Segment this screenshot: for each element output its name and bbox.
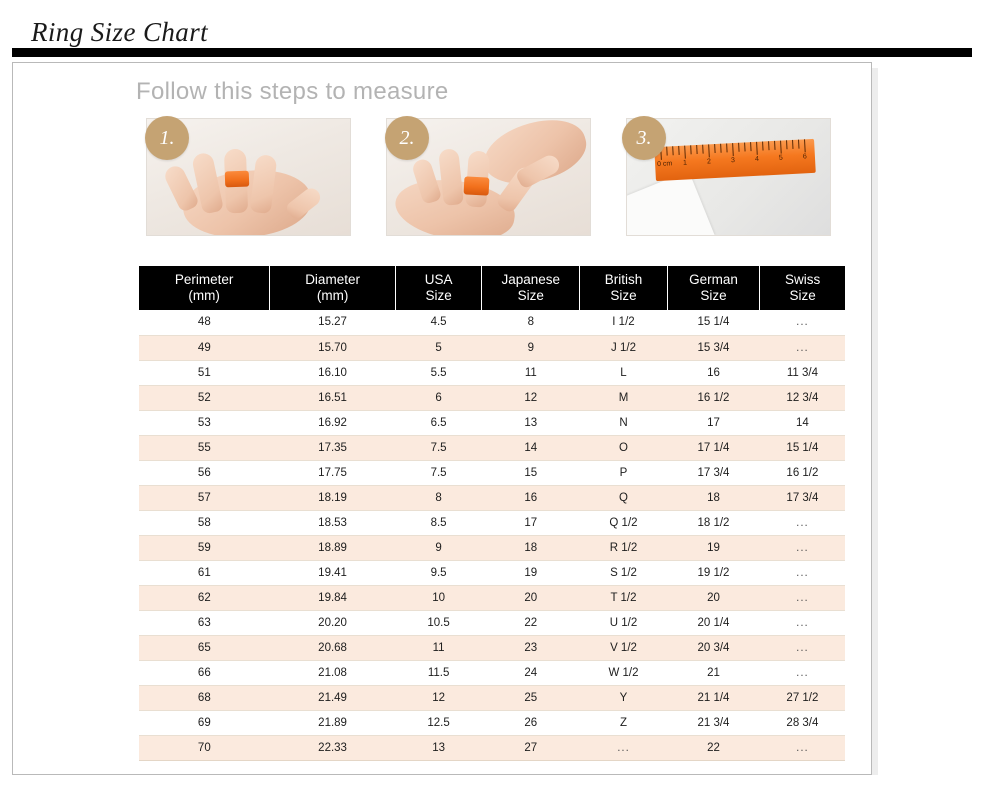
empty-value-ellipsis: ... xyxy=(796,541,809,554)
column-header-line-2: (mm) xyxy=(188,287,220,303)
table-cell: 57 xyxy=(139,485,270,510)
table-cell: 27 xyxy=(482,735,580,760)
table-cell: Q xyxy=(580,485,667,510)
table-cell: 22.33 xyxy=(270,735,396,760)
table-cell: 21.08 xyxy=(270,660,396,685)
table-cell: 9 xyxy=(395,535,481,560)
ruler-unit-label: 0 cm xyxy=(656,160,673,169)
table-cell: 12 3/4 xyxy=(760,385,845,410)
table-cell: 11.5 xyxy=(395,660,481,685)
table-cell xyxy=(760,735,845,760)
table-cell: 52 xyxy=(139,385,270,410)
table-row xyxy=(139,335,845,360)
table-cell xyxy=(760,335,845,360)
empty-value-ellipsis: ... xyxy=(796,516,809,529)
table-cell: 12.5 xyxy=(395,710,481,735)
column-header-line-1: Perimeter xyxy=(174,272,234,287)
table-cell: 20.20 xyxy=(270,610,396,635)
table-cell: 11 xyxy=(395,635,481,660)
table-cell: 15.70 xyxy=(270,335,396,360)
table-row xyxy=(139,435,845,460)
table-cell: 17 xyxy=(482,510,580,535)
table-cell: 70 xyxy=(139,735,270,760)
table-cell xyxy=(760,610,845,635)
table-cell: 48 xyxy=(139,310,270,335)
table-cell: 16 1/2 xyxy=(760,460,845,485)
table-cell: 26 xyxy=(482,710,580,735)
table-row xyxy=(139,510,845,535)
paper-strip-ring xyxy=(464,176,490,195)
table-cell xyxy=(760,585,845,610)
table-cell: 15 3/4 xyxy=(667,335,760,360)
column-header-line-1: USA xyxy=(424,272,453,287)
table-cell: 19 1/2 xyxy=(667,560,760,585)
table-cell: 65 xyxy=(139,635,270,660)
table-row xyxy=(139,560,845,585)
table-row xyxy=(139,610,845,635)
table-cell: 22 xyxy=(482,610,580,635)
column-header-japanese xyxy=(482,266,580,310)
table-cell: 20 1/4 xyxy=(667,610,760,635)
table-cell: 20 3/4 xyxy=(667,635,760,660)
table-row xyxy=(139,735,845,760)
column-header-line-2: Size xyxy=(517,287,544,303)
table-cell: 63 xyxy=(139,610,270,635)
table-cell: P xyxy=(580,460,667,485)
table-cell: 66 xyxy=(139,660,270,685)
table-cell: Y xyxy=(580,685,667,710)
table-cell: 15 1/4 xyxy=(760,435,845,460)
column-header-diameter xyxy=(270,266,396,310)
empty-value-ellipsis: ... xyxy=(796,741,809,754)
ruler-tick-label: 2 xyxy=(706,158,712,166)
table-cell: 19 xyxy=(667,535,760,560)
ring-size-table xyxy=(139,266,845,761)
table-cell xyxy=(760,310,845,335)
table-row xyxy=(139,410,845,435)
table-cell: 14 xyxy=(760,410,845,435)
table-cell: J 1/2 xyxy=(580,335,667,360)
table-cell: 18 xyxy=(482,535,580,560)
table-header xyxy=(139,266,845,310)
table-cell: 5.5 xyxy=(395,360,481,385)
column-header-line-1: Swiss xyxy=(785,272,821,287)
table-cell: 16.51 xyxy=(270,385,396,410)
table-cell: L xyxy=(580,360,667,385)
ruler-tick-label: 4 xyxy=(754,155,760,163)
table-row xyxy=(139,710,845,735)
table-cell: 17 xyxy=(667,410,760,435)
table-cell: 8.5 xyxy=(395,510,481,535)
ruler-tick-label: 6 xyxy=(802,153,808,161)
table-row xyxy=(139,485,845,510)
table-cell: 11 3/4 xyxy=(760,360,845,385)
table-cell: 17.75 xyxy=(270,460,396,485)
table-cell: 62 xyxy=(139,585,270,610)
paper-strip-ring xyxy=(225,171,250,188)
table-cell: 15.27 xyxy=(270,310,396,335)
table-cell: 16 xyxy=(482,485,580,510)
column-header-german xyxy=(667,266,760,310)
table-cell: 18 xyxy=(667,485,760,510)
table-cell: 9.5 xyxy=(395,560,481,585)
table-cell: 61 xyxy=(139,560,270,585)
table-cell: 23 xyxy=(482,635,580,660)
table-cell: 28 3/4 xyxy=(760,710,845,735)
empty-value-ellipsis: ... xyxy=(796,616,809,629)
table-cell: 15 1/4 xyxy=(667,310,760,335)
table-cell: 14 xyxy=(482,435,580,460)
table-cell: 58 xyxy=(139,510,270,535)
column-header-line-2: Size xyxy=(610,287,637,303)
table-cell: 59 xyxy=(139,535,270,560)
column-header-line-1: British xyxy=(604,272,643,287)
table-cell: 27 1/2 xyxy=(760,685,845,710)
table-cell: 13 xyxy=(482,410,580,435)
table-row xyxy=(139,310,845,335)
table-cell: 5 xyxy=(395,335,481,360)
table-cell: 10 xyxy=(395,585,481,610)
table-cell: 25 xyxy=(482,685,580,710)
table-cell: 17 1/4 xyxy=(667,435,760,460)
table-cell: 7.5 xyxy=(395,460,481,485)
table-row xyxy=(139,660,845,685)
empty-value-ellipsis: ... xyxy=(617,741,630,754)
table-cell: 8 xyxy=(395,485,481,510)
table-cell: 17 3/4 xyxy=(667,460,760,485)
step-2-badge: 2. xyxy=(385,116,429,160)
steps-photo-row xyxy=(146,118,836,238)
table-cell: 22 xyxy=(667,735,760,760)
table-cell: 15 xyxy=(482,460,580,485)
table-cell: 13 xyxy=(395,735,481,760)
table-cell xyxy=(580,735,667,760)
column-header-line-1: Diameter xyxy=(305,272,360,287)
table-cell: 20 xyxy=(667,585,760,610)
table-cell: 20 xyxy=(482,585,580,610)
table-cell: 6.5 xyxy=(395,410,481,435)
column-header-line-1: German xyxy=(689,272,738,287)
column-header-line-2: (mm) xyxy=(316,287,349,303)
table-cell: 16 xyxy=(667,360,760,385)
table-cell: 11 xyxy=(482,360,580,385)
table-cell: 68 xyxy=(139,685,270,710)
table-row xyxy=(139,685,845,710)
table-cell: O xyxy=(580,435,667,460)
table-cell: N xyxy=(580,410,667,435)
table-cell: 16.92 xyxy=(270,410,396,435)
table-cell: 49 xyxy=(139,335,270,360)
table-cell: 17 3/4 xyxy=(760,485,845,510)
table-cell: 17.35 xyxy=(270,435,396,460)
table-cell: 10.5 xyxy=(395,610,481,635)
empty-value-ellipsis: ... xyxy=(796,641,809,654)
table-cell: 21.49 xyxy=(270,685,396,710)
table-row xyxy=(139,385,845,410)
column-header-line-1: Japanese xyxy=(501,272,561,287)
column-header-usa xyxy=(395,266,481,310)
table-cell: 8 xyxy=(482,310,580,335)
table-cell: 19.41 xyxy=(270,560,396,585)
table-row xyxy=(139,585,845,610)
table-row xyxy=(139,635,845,660)
empty-value-ellipsis: ... xyxy=(796,666,809,679)
table-row xyxy=(139,460,845,485)
table-cell: 16 1/2 xyxy=(667,385,760,410)
table-cell: Q 1/2 xyxy=(580,510,667,535)
table-cell: 55 xyxy=(139,435,270,460)
panel-shadow xyxy=(872,68,878,775)
column-header-perimeter xyxy=(139,266,270,310)
empty-value-ellipsis: ... xyxy=(796,316,809,329)
table-cell: 69 xyxy=(139,710,270,735)
table-cell: 12 xyxy=(482,385,580,410)
table-cell: I 1/2 xyxy=(580,310,667,335)
table-cell: W 1/2 xyxy=(580,660,667,685)
step-1-badge: 1. xyxy=(145,116,189,160)
table-cell: 6 xyxy=(395,385,481,410)
table-cell: 9 xyxy=(482,335,580,360)
table-cell: 56 xyxy=(139,460,270,485)
table-cell: 4.5 xyxy=(395,310,481,335)
ruler-labels xyxy=(655,153,815,173)
table-body xyxy=(139,310,845,760)
table-row xyxy=(139,360,845,385)
ruler-tick-label: 1 xyxy=(682,159,688,167)
table-cell: 18.19 xyxy=(270,485,396,510)
ruler-tick-label: 5 xyxy=(778,154,784,162)
table-cell xyxy=(760,535,845,560)
table-row xyxy=(139,535,845,560)
column-header-line-2: Size xyxy=(789,287,816,303)
table-cell: R 1/2 xyxy=(580,535,667,560)
table-cell: 21 1/4 xyxy=(667,685,760,710)
table-cell: U 1/2 xyxy=(580,610,667,635)
ring-size-table-wrapper xyxy=(139,266,845,761)
column-header-line-2: Size xyxy=(700,287,727,303)
table-cell: 18 1/2 xyxy=(667,510,760,535)
empty-value-ellipsis: ... xyxy=(796,591,809,604)
empty-value-ellipsis: ... xyxy=(796,341,809,354)
ruler-tick-label: 3 xyxy=(730,157,736,165)
table-cell: 24 xyxy=(482,660,580,685)
table-cell: 21 xyxy=(667,660,760,685)
table-cell: 12 xyxy=(395,685,481,710)
table-cell: 21.89 xyxy=(270,710,396,735)
table-cell: 18.53 xyxy=(270,510,396,535)
table-cell: 19 xyxy=(482,560,580,585)
table-cell: 7.5 xyxy=(395,435,481,460)
table-cell xyxy=(760,510,845,535)
step-3-badge: 3. xyxy=(622,116,666,160)
table-cell: Z xyxy=(580,710,667,735)
table-cell xyxy=(760,660,845,685)
table-cell: V 1/2 xyxy=(580,635,667,660)
table-cell: 18.89 xyxy=(270,535,396,560)
column-header-line-2: Size xyxy=(425,287,452,303)
table-cell: M xyxy=(580,385,667,410)
table-cell: 51 xyxy=(139,360,270,385)
steps-heading: Follow this steps to measure xyxy=(136,78,449,105)
column-header-british xyxy=(580,266,667,310)
table-cell: 19.84 xyxy=(270,585,396,610)
empty-value-ellipsis: ... xyxy=(796,566,809,579)
table-cell xyxy=(760,635,845,660)
column-header-swiss xyxy=(760,266,845,310)
table-cell: 21 3/4 xyxy=(667,710,760,735)
title-divider xyxy=(12,48,972,57)
table-header-row xyxy=(139,266,845,310)
page-title: Ring Size Chart xyxy=(31,17,209,47)
table-cell: 16.10 xyxy=(270,360,396,385)
table-cell: S 1/2 xyxy=(580,560,667,585)
table-cell xyxy=(760,560,845,585)
table-cell: T 1/2 xyxy=(580,585,667,610)
table-cell: 53 xyxy=(139,410,270,435)
table-cell: 20.68 xyxy=(270,635,396,660)
